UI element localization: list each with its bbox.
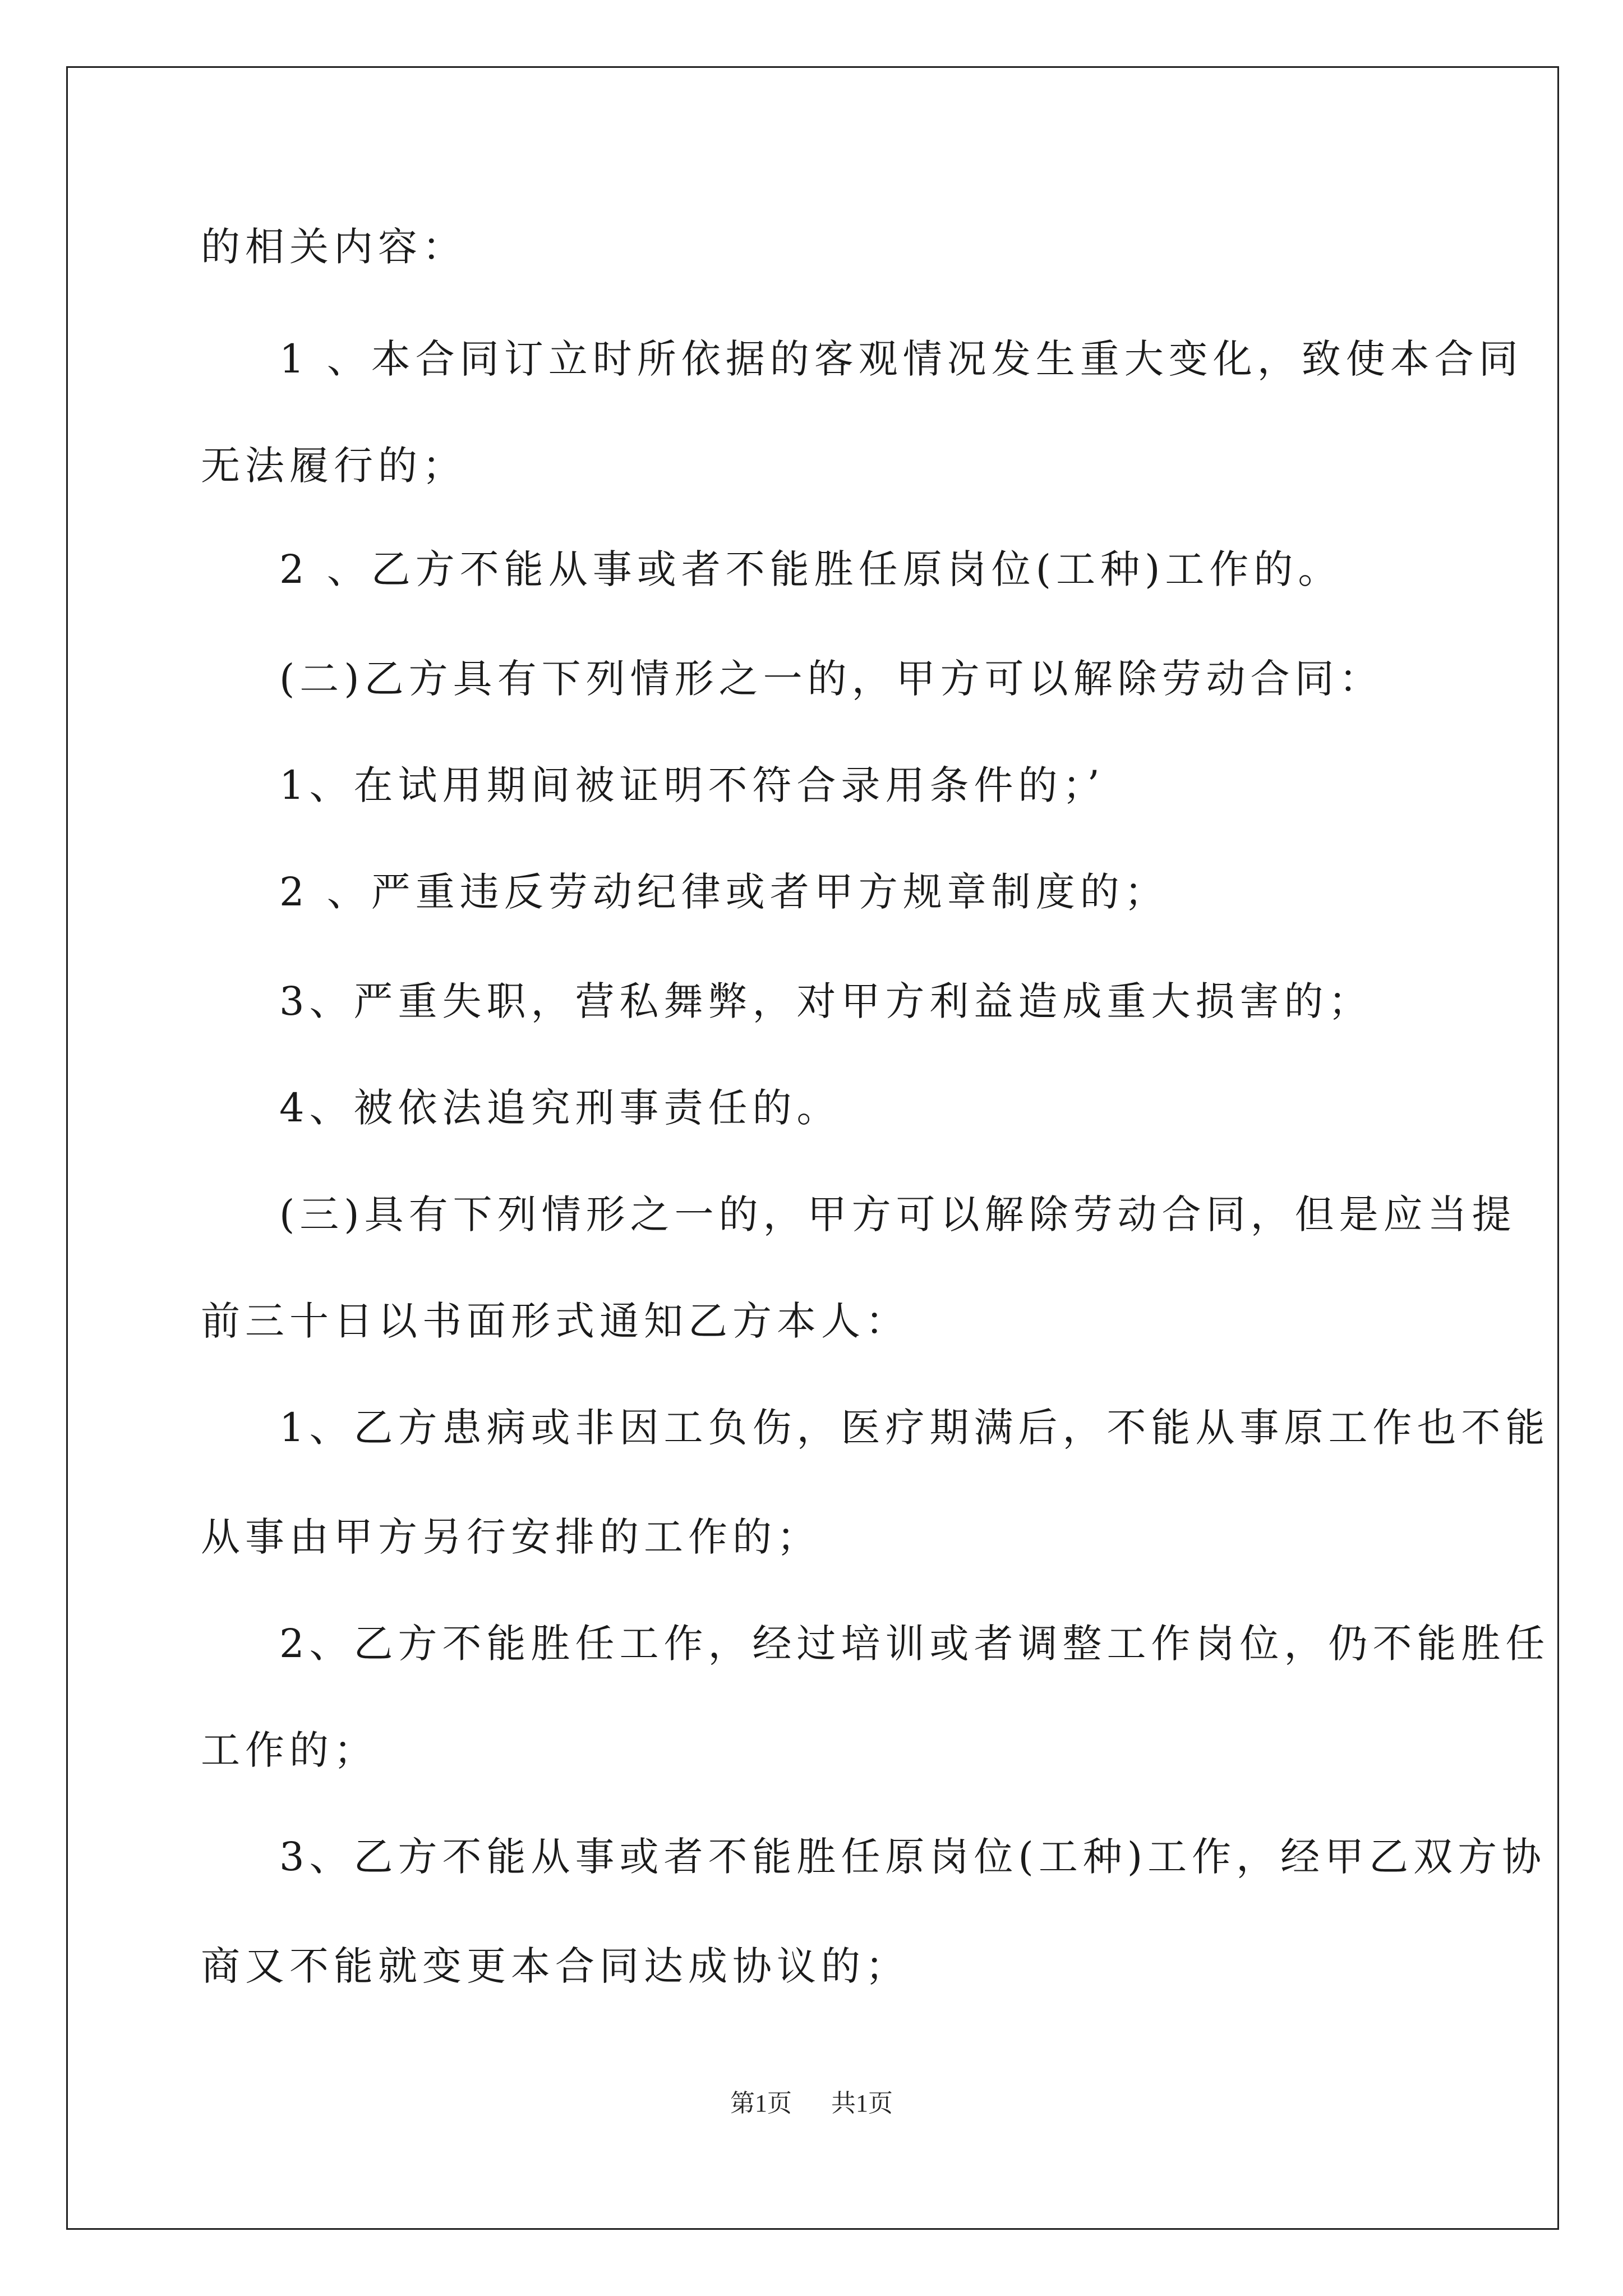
text-line: 从事由甲方另行安排的工作的；	[201, 1514, 821, 1560]
page-footer	[0, 2087, 1623, 2120]
text-line: 2 、严重违反劳动纪律或者甲方规章制度的；	[279, 869, 1169, 915]
page-border	[66, 66, 1559, 2230]
text-line: 2、乙方不能胜任工作，经过培训或者调整工作岗位，仍不能胜任	[279, 1621, 1550, 1667]
text-line: 3、乙方不能从事或者不能胜任原岗位(工种)工作，经甲乙双方协	[279, 1834, 1547, 1880]
text-line: 工作的；	[201, 1727, 378, 1773]
text-line: 1、在试用期间被证明不符合录用条件的；’	[279, 762, 1105, 808]
text-line: 的相关内容：	[201, 224, 467, 270]
text-line: 1、乙方患病或非因工负伤，医疗期满后，不能从事原工作也不能	[279, 1405, 1550, 1451]
text-line: 2 、乙方不能从事或者不能胜任原岗位(工种)工作的。	[279, 546, 1343, 592]
text-line: 4、被依法追究刑事责任的。	[279, 1085, 841, 1131]
text-line: 无法履行的；	[201, 443, 467, 489]
text-line: 3、严重失职，营私舞弊，对甲方利益造成重大损害的；	[279, 978, 1373, 1024]
text-line: 前三十日以书面形式通知乙方本人：	[201, 1298, 910, 1344]
page-total: 共1页	[831, 2090, 893, 2117]
text-line: 商又不能就变更本合同达成协议的；	[201, 1943, 910, 1989]
page-number: 第1页	[730, 2090, 792, 2117]
text-line: 1 、本合同订立时所依据的客观情况发生重大变化，致使本合同	[279, 336, 1523, 382]
text-line: (二)乙方具有下列情形之一的，甲方可以解除劳动合同：	[279, 656, 1384, 702]
text-line: (三)具有下列情形之一的，甲方可以解除劳动合同，但是应当提	[279, 1191, 1516, 1237]
